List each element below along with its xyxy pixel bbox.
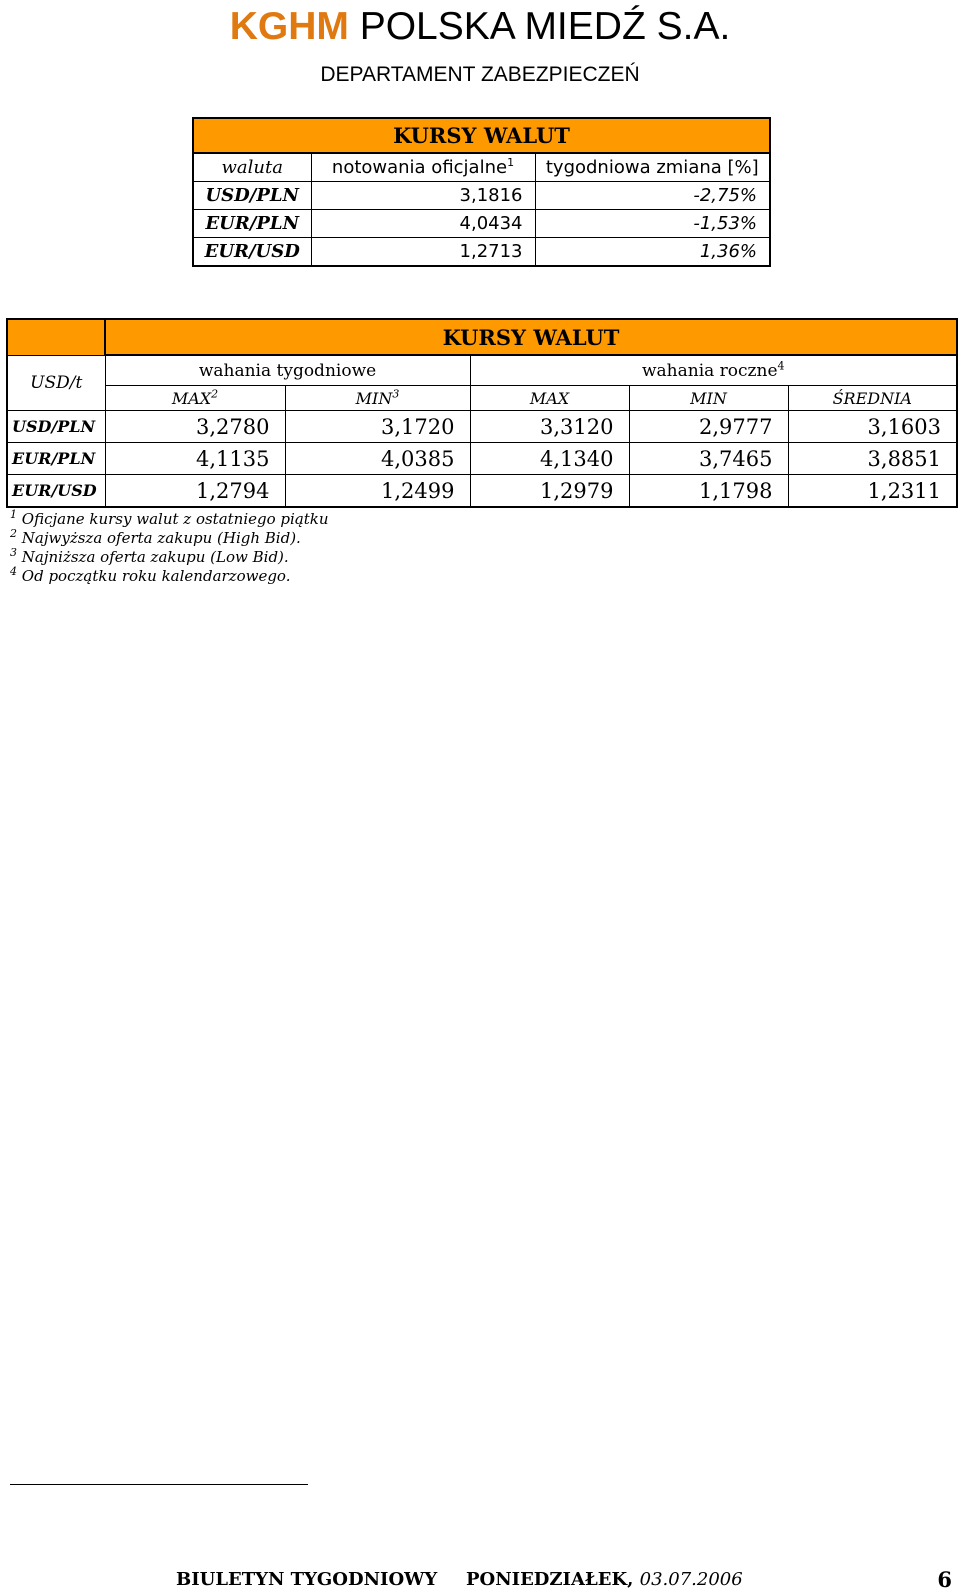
date-separator: , [627, 1569, 640, 1590]
yearly-average: 1,2311 [788, 475, 957, 508]
footnote-ref: 3 [392, 387, 400, 401]
weekly-change: -2,75% [535, 182, 770, 210]
currency-pair: EUR/PLN [193, 210, 311, 238]
table-row [7, 475, 957, 508]
weekly-min: 4,0385 [285, 443, 470, 475]
weekly-min: 1,2499 [285, 475, 470, 508]
official-rate: 1,2713 [311, 238, 535, 267]
page-footer [176, 1568, 952, 1592]
header-text: MAX [171, 388, 212, 408]
weekly-min: 3,1720 [285, 411, 470, 443]
brand-name: KGHM [229, 5, 349, 48]
footnote-ref: 4 [777, 358, 785, 372]
column-header-average: ŚREDNIA [788, 386, 957, 411]
rate-fluctuations-table [6, 318, 958, 508]
column-header-weekly-change: tygodniowa zmiana [%] [535, 153, 770, 182]
footnotes [10, 510, 329, 586]
yearly-average: 3,1603 [788, 411, 957, 443]
department-title: DEPARTAMENT ZABEZPIECZEŃ [320, 63, 640, 86]
weekly-max: 4,1135 [105, 443, 285, 475]
footnote-2 [10, 529, 329, 548]
weekly-change: -1,53% [535, 210, 770, 238]
exchange-rates-table [192, 117, 771, 267]
column-header-currency: waluta [193, 153, 311, 182]
table-row [7, 443, 957, 475]
footnote-3 [10, 548, 329, 567]
group-header-weekly: wahania tygodniowe [105, 355, 470, 386]
table-row [7, 411, 957, 443]
table-title: KURSY WALUT [105, 319, 957, 355]
company-name: POLSKA MIEDŹ S.A. [359, 5, 731, 48]
company-header [0, 4, 960, 50]
bulletin-date-line [466, 1568, 743, 1592]
currency-pair: USD/PLN [193, 182, 311, 210]
official-rate: 4,0434 [311, 210, 535, 238]
yearly-max: 1,2979 [470, 475, 629, 508]
yearly-average: 3,8851 [788, 443, 957, 475]
column-header-max-yearly: MAX [470, 386, 629, 411]
table-row [193, 238, 770, 267]
column-header-min-yearly: MIN [629, 386, 788, 411]
column-header-min-weekly [285, 386, 470, 411]
table-title: KURSY WALUT [193, 118, 770, 153]
yearly-min: 3,7465 [629, 443, 788, 475]
yearly-max: 4,1340 [470, 443, 629, 475]
footnote-number: 2 [10, 527, 17, 540]
footnote-text: Oficjane kursy walut z ostatniego piątku [21, 510, 329, 528]
column-header-max-weekly [105, 386, 285, 411]
header-text: notowania oficjalne [331, 157, 508, 178]
day-name: PONIEDZIAŁEK [466, 1569, 628, 1590]
footnote-text: Najwyższa oferta zakupu (High Bid). [21, 529, 301, 547]
currency-pair: EUR/PLN [7, 443, 105, 475]
footnote-number: 1 [10, 508, 17, 521]
table-row [193, 210, 770, 238]
footnote-number: 3 [10, 546, 17, 559]
footnote-4 [10, 567, 329, 586]
currency-pair: EUR/USD [193, 238, 311, 267]
footnote-text: Od początku roku kalendarzowego. [21, 567, 291, 585]
footnote-ref: 2 [211, 387, 219, 401]
group-header-yearly [470, 355, 957, 386]
column-header-official [311, 153, 535, 182]
weekly-max: 1,2794 [105, 475, 285, 508]
bulletin-title: BIULETYN TYGODNIOWY [176, 1569, 438, 1590]
footnote-separator [10, 1484, 308, 1485]
page-number: 6 [937, 1567, 952, 1592]
table-row [193, 182, 770, 210]
weekly-change: 1,36% [535, 238, 770, 267]
currency-pair: EUR/USD [7, 475, 105, 508]
footnote-text: Najniższa oferta zakupu (Low Bid). [21, 548, 289, 566]
header-text: wahania roczne [641, 360, 778, 381]
yearly-max: 3,3120 [470, 411, 629, 443]
currency-pair: USD/PLN [7, 411, 105, 443]
footnote-ref: 1 [507, 156, 515, 169]
header-text: MIN [355, 388, 393, 408]
yearly-min: 2,9777 [629, 411, 788, 443]
unit-label: USD/t [7, 355, 105, 411]
yearly-min: 1,1798 [629, 475, 788, 508]
footnote-number: 4 [10, 565, 17, 578]
footnote-1 [10, 510, 329, 529]
weekly-max: 3,2780 [105, 411, 285, 443]
official-rate: 3,1816 [311, 182, 535, 210]
date: 03.07.2006 [639, 1569, 743, 1590]
